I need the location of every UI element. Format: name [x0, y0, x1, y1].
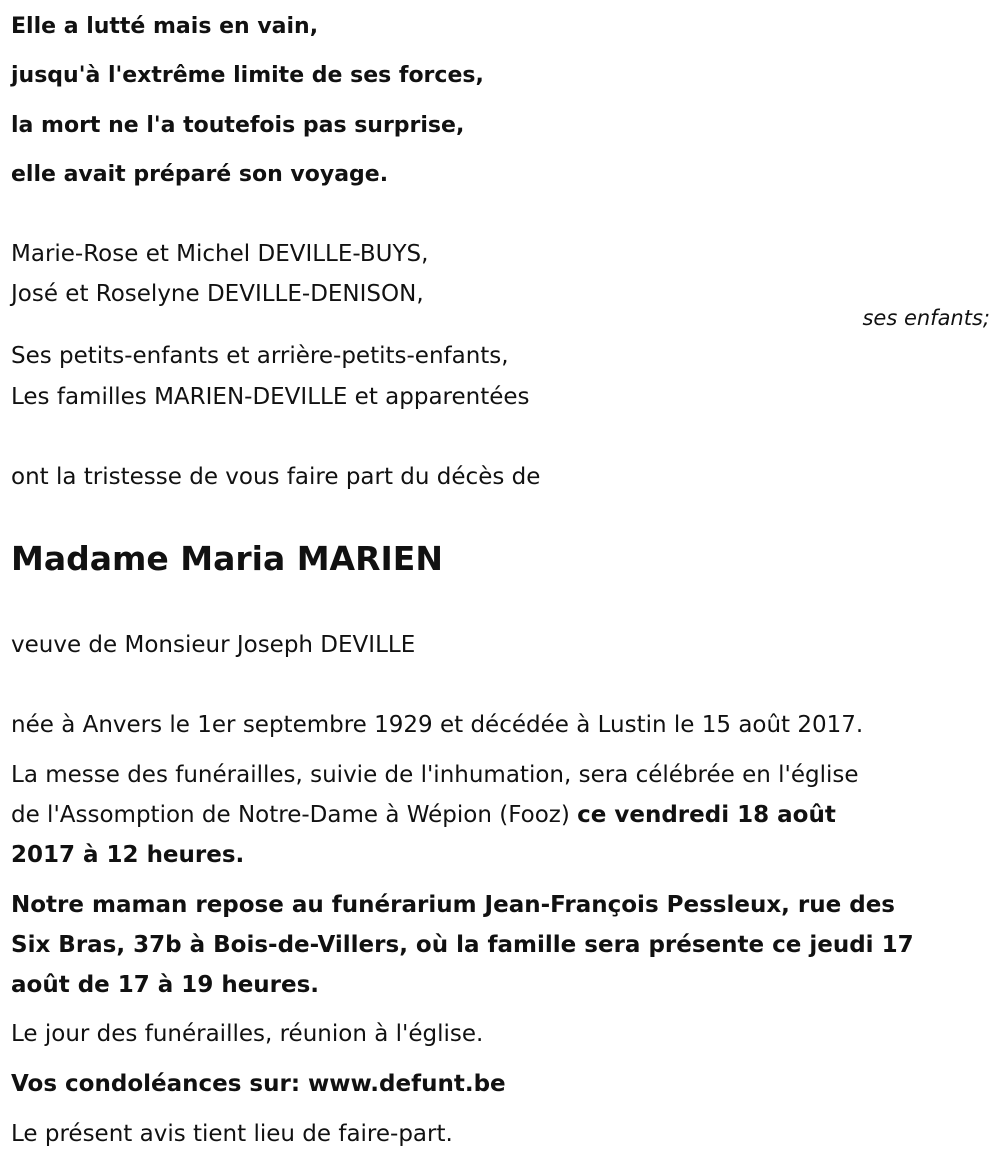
widow-of-text: veuve de Monsieur Joseph DEVILLE — [11, 632, 416, 658]
poem-line-4: elle avait préparé son voyage. — [11, 162, 389, 187]
announcement-text: ont la tristesse de vous faire part du décès de — [11, 464, 541, 490]
family-child-1: Marie-Rose et Michel DEVILLE-BUYS, — [11, 241, 429, 267]
notice-text: Le présent avis tient lieu de faire-part. — [11, 1121, 453, 1147]
poem-line-3: la mort ne l'a toutefois pas surprise, — [11, 113, 465, 138]
family-grandchildren: Ses petits-enfants et arrière-petits-enfants, — [11, 343, 509, 369]
rest-line-3: août de 17 à 19 heures. — [11, 972, 320, 998]
meeting-text: Le jour des funérailles, réunion à l'église. — [11, 1021, 484, 1047]
mass-line-1: La messe des funérailles, suivie de l'inhumation, sera célébrée en l'église — [11, 762, 859, 788]
family-relatives: Les familles MARIEN-DEVILLE et apparentées — [11, 384, 530, 410]
condolences-text: Vos condoléances sur: www.defunt.be — [11, 1071, 506, 1097]
rest-line-2: Six Bras, 37b à Bois-de-Villers, où la famille sera présente ce jeudi 17 — [11, 932, 914, 958]
birth-death-text: née à Anvers le 1er septembre 1929 et décédée à Lustin le 15 août 2017. — [11, 712, 864, 738]
mass-date-text: ce vendredi 18 août — [577, 802, 836, 828]
children-label: ses enfants; — [862, 306, 990, 330]
mass-line-3: 2017 à 12 heures. — [11, 842, 245, 868]
rest-line-1: Notre maman repose au funérarium Jean-François Pessleux, rue des — [11, 892, 895, 918]
family-child-2: José et Roselyne DEVILLE-DENISON, — [11, 281, 424, 307]
poem-line-1: Elle a lutté mais en vain, — [11, 14, 319, 39]
poem-line-2: jusqu'à l'extrême limite de ses forces, — [11, 63, 484, 88]
mass-line-2 — [11, 801, 836, 829]
mass-location-text: de l'Assomption de Notre-Dame à Wépion (Fooz) — [11, 802, 570, 828]
deceased-name: Madame Maria MARIEN — [11, 539, 443, 578]
